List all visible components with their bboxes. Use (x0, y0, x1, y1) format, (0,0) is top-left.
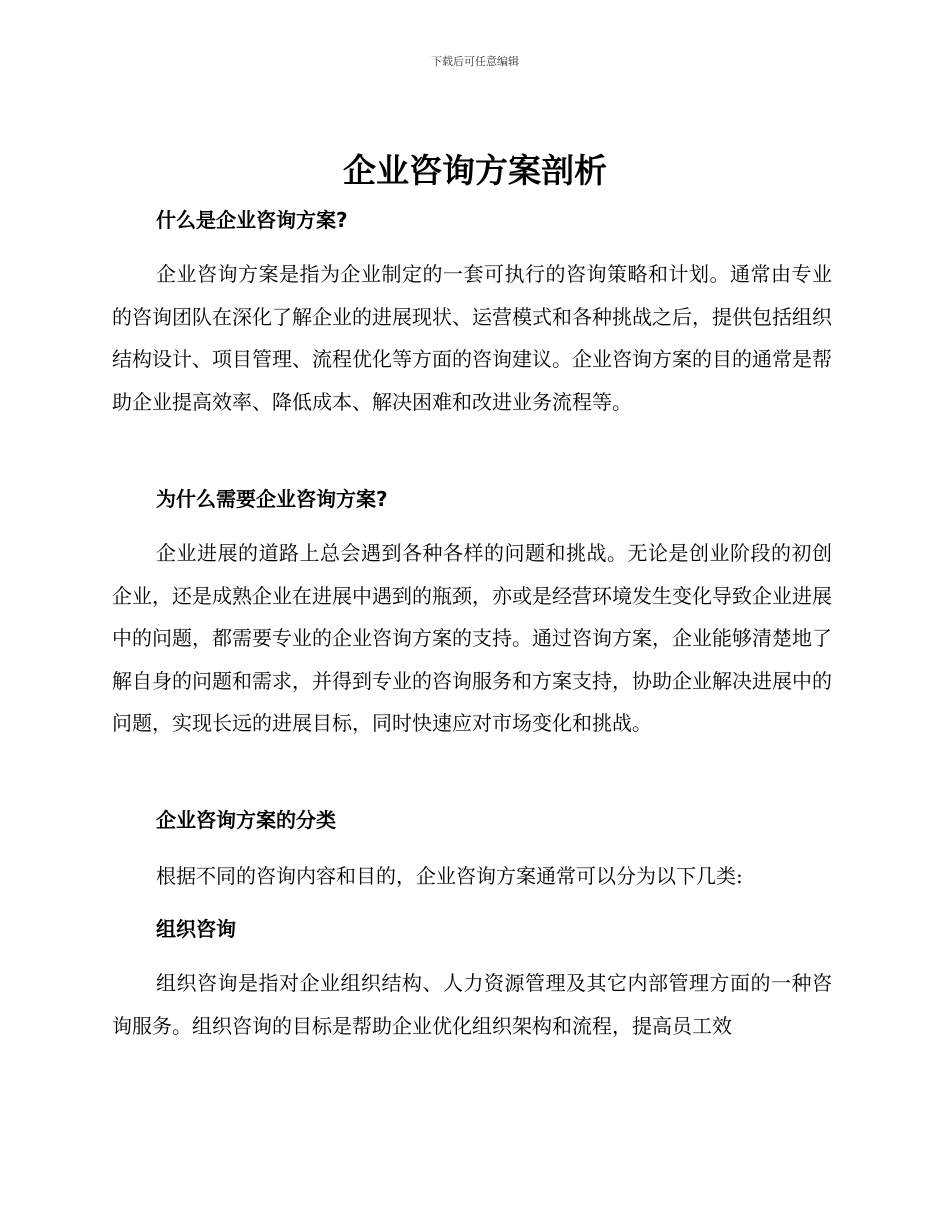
section-heading-classification: 企业咨询方案的分类 (156, 808, 336, 832)
header-note: 下载后可任意编辑 (431, 55, 519, 68)
document-title: 企业咨询方案剖析 (343, 151, 607, 190)
section-heading-what-is: 什么是企业咨询方案? (156, 208, 348, 232)
section-paragraph-classification: 根据不同的咨询内容和目的，企业咨询方案通常可以分为以下几类: (156, 864, 743, 888)
section-paragraph-organization-consulting: 组织咨询是指对企业组织结构、人力资源管理及其它内部管理方面的一种咨询服务。组织咨询的目标是帮助企业优化组织架构和流程，提高员工效 (112, 971, 832, 1038)
section-paragraph-why-needed: 企业进展的道路上总会遇到各种各样的问题和挑战。无论是创业阶段的初创企业，还是成熟企业在进展中遇到的瓶颈，亦或是经营环境发生变化导致企业进展中的问题，都需要专业的企业咨询方案的支持。通过咨询方案，企业能够清楚地了解自身的问题和需求，并得到专业的咨询服务和方案支持，协助企业解决进展中的问题，实现长远的进展目标，同时快速应对市场变化和挑战。 (112, 541, 832, 735)
section-paragraph-what-is: 企业咨询方案是指为企业制定的一套可执行的咨询策略和计划。通常由专业的咨询团队在深化了解企业的进展现状、运营模式和各种挑战之后，提供包括组织结构设计、项目管理、流程优化等方面的咨询建议。企业咨询方案的目的通常是帮助企业提高效率、降低成本、解决困难和改进业务流程等。 (112, 262, 832, 414)
section-heading-why-needed: 为什么需要企业咨询方案? (156, 487, 388, 511)
section-heading-organization-consulting: 组织咨询 (156, 917, 236, 941)
